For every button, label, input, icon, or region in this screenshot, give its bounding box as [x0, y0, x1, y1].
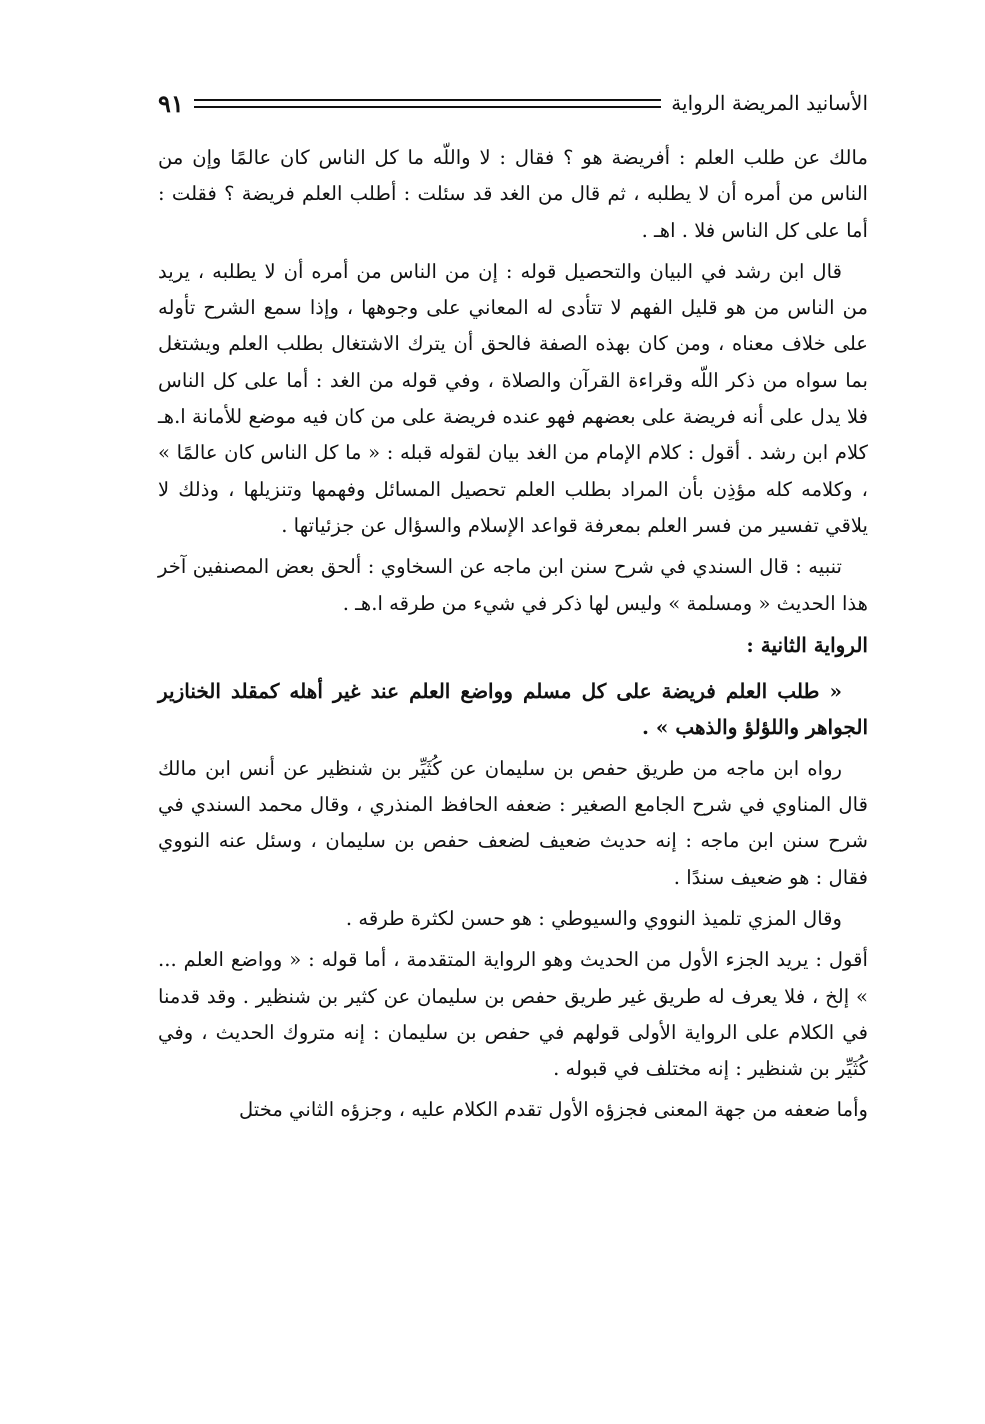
page-body: [158, 140, 868, 1129]
paragraph-comment: أقول : يريد الجزء الأول من الحديث وهو الرواية المتقدمة ، أما قوله : « وواضع العلم ... » إلخ ، فلا يعرف له طريق غير طريق حفص بن سليمان عن كثير بن شنظير . وقد قدمنا في الكلام على الرواية الأولى قولهم في حفص بن سليمان : إنه متروك الحديث ، وفي كُثَيِّر بن شنظير : إنه مختلف في قبوله .: [158, 948, 868, 1081]
section-heading: الرواية الثانية :: [746, 632, 868, 657]
page-header: [158, 88, 868, 118]
paragraph-meaning: وأما ضعفه من جهة المعنى فجزؤه الأول تقدم الكلام عليه ، وجزؤه الثاني مختل: [238, 1098, 868, 1122]
hadith-quote: « طلب العلم فريضة على كل مسلم وواضع العلم عند غير أهله كمقلد الخنازير الجواهر واللؤلؤ والذهب » .: [158, 679, 868, 740]
book-page: [158, 88, 868, 1134]
paragraph-mizzi: وقال المزي تلميذ النووي والسيوطي : هو حسن لكثرة طرقه .: [345, 906, 842, 930]
running-title: الأسانيد المريضة الرواية: [671, 91, 868, 115]
paragraph-narration: رواه ابن ماجه من طريق حفص بن سليمان عن كُثَيِّر بن شنظير عن أنس ابن مالك قال المناوي في شرح الجامع الصغير : ضعفه الحافظ المنذري ، وقال محمد السندي في شرح سنن ابن ماجه : إنه حديث ضعيف لضعف حفص بن سليمان ، وسئل عنه النووي فقال : هو ضعيف سندًا .: [158, 756, 868, 889]
paragraph-note: تنبيه : قال السندي في شرح سنن ابن ماجه عن السخاوي : ألحق بعض المصنفين آخر هذا الحديث « ومسلمة » وليس لها ذكر في شيء من طرقه ا.هـ .: [158, 555, 868, 615]
page-number: ٩١: [158, 88, 184, 118]
paragraph-ibn-rushd: قال ابن رشد في البيان والتحصيل قوله : إن من الناس من أمره أن لا يطلبه ، يريد من الناس من هو قليل الفهم لا تتأدى له المعاني على وجوهها ، وإذا سمع الشرح تأوله على خلاف معناه ، ومن كان بهذه الصفة فالحق أن يترك الاشتغال بطلب العلم ويشتغل بما سواه من ذكر اللّه وقراءة القرآن والصلاة ، وفي قوله من الغد : أما على كل الناس فلا يدل على أنه فريضة على بعضهم فهو عنده فريضة على من كان فيه موضع للأمانة ا.هـ كلام ابن رشد . أقول : كلام الإمام من الغد بيان لقوله قبله : « ما كل الناس كان عالمًا » ، وكلامه كله مؤذِن بأن المراد بطلب العلم تحصيل المسائل وفهمها وتنزيلها ، وذلك لا يلاقي تفسير من فسر العلم بمعرفة قواعد الإسلام والسؤال عن جزئياتها .: [158, 259, 868, 537]
paragraph-continuation: مالك عن طلب العلم : أفريضة هو ؟ فقال : لا واللّه ما كل الناس كان عالمًا وإن من الناس من أمره أن لا يطلبه ، ثم قال من الغد قد سئلت : أطلب العلم فريضة ؟ فقلت : أما على كل الناس فلا . اهـ .: [158, 146, 868, 242]
header-rule: [194, 99, 662, 108]
